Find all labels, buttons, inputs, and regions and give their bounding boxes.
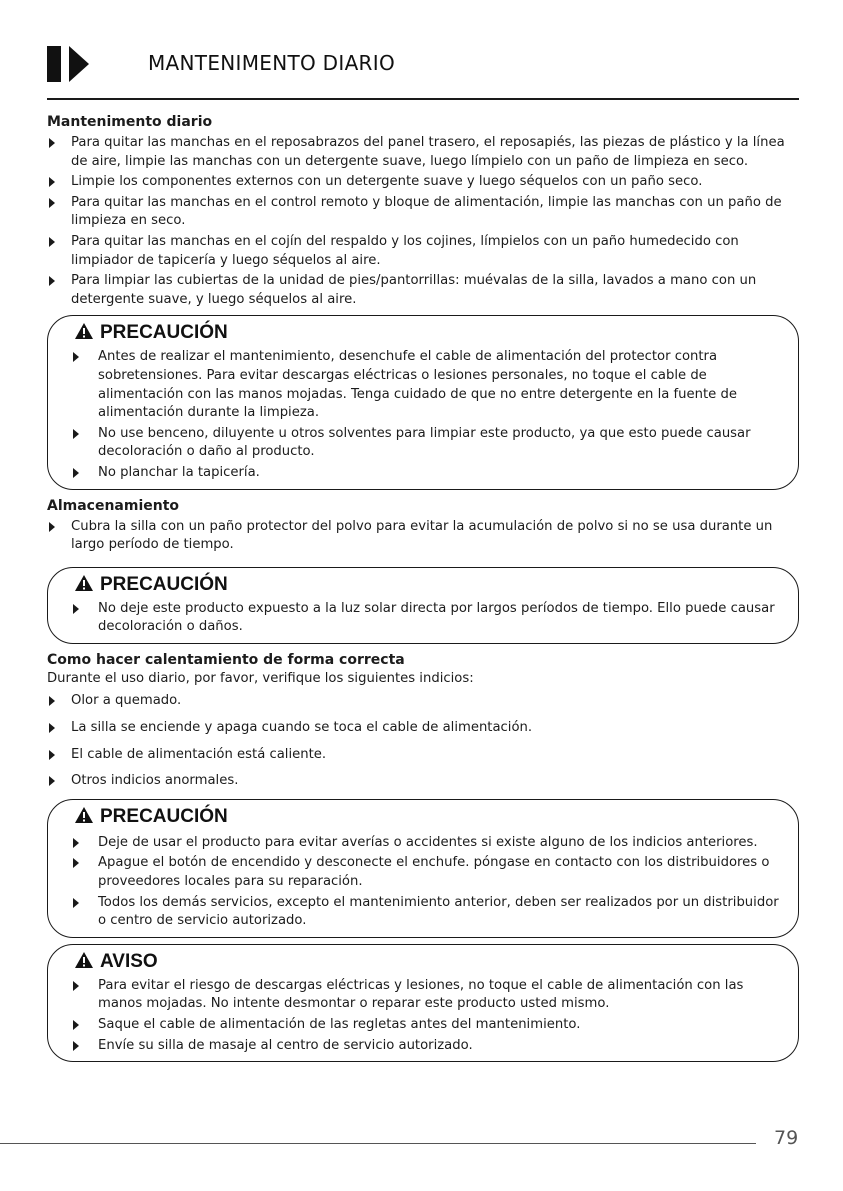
page-number: 79 [774,1127,799,1149]
list-item: Deje de usar el producto para evitar averías o accidentes si existe alguno de los indicios anteriores. [72,834,786,853]
page-content [47,112,799,1068]
heating-list [47,692,799,790]
bullet-arrow-icon [73,838,79,848]
warning-triangle-icon [74,322,94,340]
page-title: MANTENIMENTO DIARIO [148,51,395,75]
list-item: No planchar la tapicería. [72,464,786,483]
bullet-arrow-icon [73,352,79,362]
bullet-arrow-icon [73,898,79,908]
caution-1-list [72,348,786,482]
list-item: Para quitar las manchas en el cojín del respaldo y los cojines, límpielos con un paño humedecido con limpiador de tapicería y luego séquelos al aire. [47,233,799,270]
bullet-arrow-icon [73,1041,79,1051]
bullet-arrow-icon [49,750,55,760]
list-item: Olor a quemado. [47,692,799,711]
list-item: Saque el cable de alimentación de las regletas antes del mantenimiento. [72,1016,786,1035]
list-item: Limpie los componentes externos con un detergente suave y luego séquelos con un paño seco. [47,173,799,192]
bullet-arrow-icon [49,696,55,706]
bullet-arrow-icon [73,468,79,478]
list-item: Para quitar las manchas en el control remoto y bloque de alimentación, limpie las manchas con un paño de limpieza en seco. [47,194,799,231]
list-item: Otros indicios anormales. [47,772,799,791]
caution-box-2 [47,567,799,644]
caution-title: PRECAUCIÓN [74,572,786,598]
bullet-arrow-icon [49,276,55,286]
list-item: Antes de realizar el mantenimiento, desenchufe el cable de alimentación del protector contra sobretensiones. Para evitar descargas eléctricas o lesiones personales, no toque el cable de alimentación con las manos mojadas. Tenga cuidado de que no entre detergente en la fuente de alimentación durante la limpieza. [72,348,786,422]
list-item: Todos los demás servicios, excepto el mantenimiento anterior, deben ser realizados por un distribuidor o centro de servicio autorizado. [72,894,786,931]
bullet-arrow-icon [73,981,79,991]
bullet-arrow-icon [49,177,55,187]
warning-triangle-icon [74,951,94,969]
list-item: La silla se enciende y apaga cuando se toca el cable de alimentación. [47,719,799,738]
caution-3-list [72,834,786,931]
section-title-storage: Almacenamiento [47,497,180,514]
list-item: Para quitar las manchas en el reposabrazos del panel trasero, el reposapiés, las piezas de plástico y la línea de aire, limpie las manchas con un detergente suave, luego límpielo con un paño de limpieza en seco. [47,134,799,171]
warning-triangle-icon [74,806,94,824]
section-title-heating: Como hacer calentamiento de forma correcta [47,651,405,668]
warning-box [47,944,799,1062]
warning-title: AVISO [74,949,786,975]
section-title-daily: Mantenimento diario [47,114,213,130]
list-item: No deje este producto expuesto a la luz solar directa por largos períodos de tiempo. Ello puede causar decoloración o daños. [72,600,786,637]
list-item: Para evitar el riesgo de descargas eléctricas y lesiones, no toque el cable de alimentación con las manos mojadas. No intente desmontar o reparar este producto usted mismo. [72,977,786,1014]
bullet-arrow-icon [49,237,55,247]
heating-intro: Durante el uso diario, por favor, verifique los siguientes indicios: [47,670,474,686]
caution-title: PRECAUCIÓN [74,320,786,346]
bullet-arrow-icon [49,723,55,733]
list-item: Cubra la silla con un paño protector del polvo para evitar la acumulación de polvo si no se usa durante un largo período de tiempo. [47,518,799,555]
bullet-arrow-icon [73,429,79,439]
storage-list [47,518,799,555]
bullet-arrow-icon [73,604,79,614]
warning-list [72,977,786,1055]
page-header [47,40,799,100]
bullet-arrow-icon [49,138,55,148]
caution-box-1 [47,315,799,489]
bullet-arrow-icon [49,776,55,786]
bullet-arrow-icon [73,858,79,868]
daily-list [47,134,799,309]
list-item: El cable de alimentación está caliente. [47,746,799,765]
footer-divider [0,1143,756,1144]
bullet-arrow-icon [73,1020,79,1030]
caution-2-list [72,600,786,637]
caution-title: PRECAUCIÓN [74,804,786,830]
list-item: No use benceno, diluyente u otros solventes para limpiar este producto, ya que esto puede causar decoloración o daño al producto. [72,425,786,462]
list-item: Envíe su silla de masaje al centro de servicio autorizado. [72,1037,786,1056]
list-item: Apague el botón de encendido y desconecte el enchufe. póngase en contacto con los distribuidores o proveedores locales para su reparación. [72,854,786,891]
chapter-marker-icon [47,46,91,82]
list-item: Para limpiar las cubiertas de la unidad de pies/pantorrillas: muévalas de la silla, lavados a mano con un detergente suave, y luego séquelos al aire. [47,272,799,309]
bullet-arrow-icon [49,522,55,532]
caution-box-3 [47,799,799,938]
warning-triangle-icon [74,574,94,592]
bullet-arrow-icon [49,198,55,208]
